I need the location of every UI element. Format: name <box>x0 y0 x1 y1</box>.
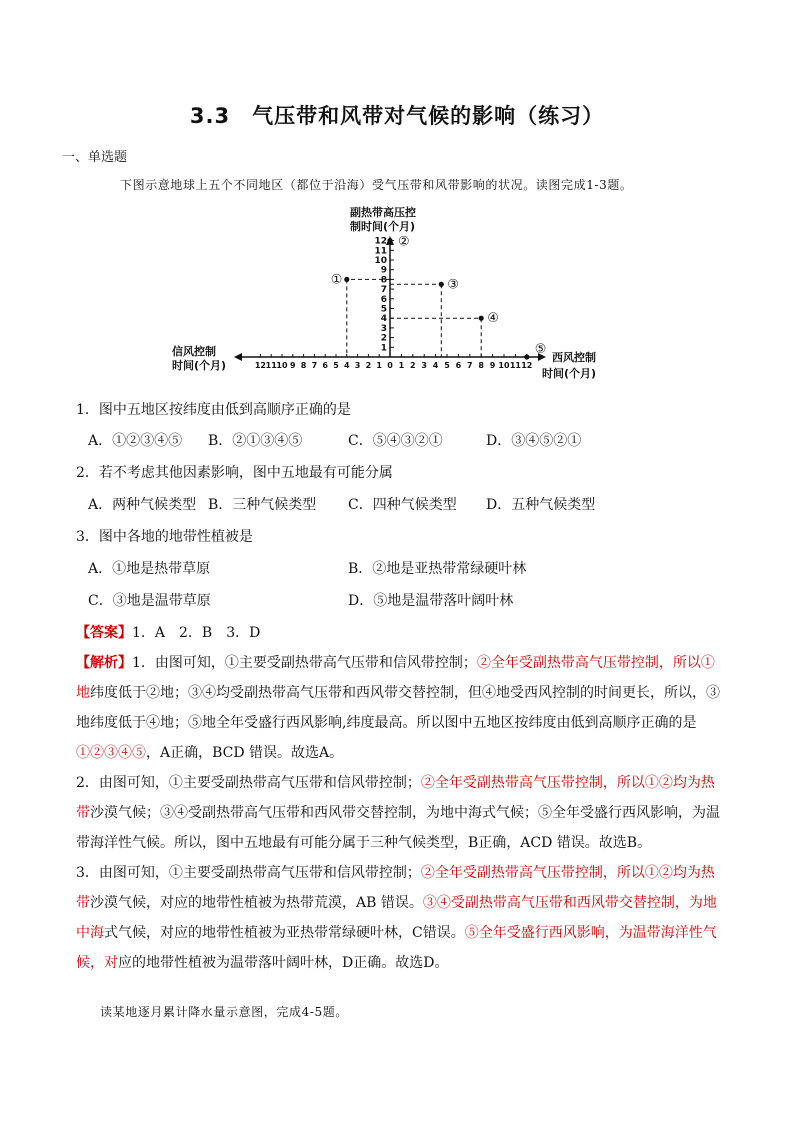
explanation-block <box>76 648 724 978</box>
answer-text: 1．A 2．B 3．D <box>132 625 261 641</box>
point-5 <box>524 354 529 359</box>
y-tick-label: 2 <box>380 333 387 344</box>
q2-option-b[interactable]: B．三种气候类型 <box>208 497 317 513</box>
right-tick-label: 2 <box>410 361 416 370</box>
q2-option-a[interactable]: A．两种气候类型 <box>88 497 197 513</box>
answer-line <box>76 622 260 642</box>
right-tick-label: 12 <box>521 361 533 370</box>
q3-option-c[interactable]: C．③地是温带草原 <box>88 593 211 609</box>
y-tick-label: 9 <box>380 265 387 276</box>
left-tick-label: 8 <box>300 361 307 370</box>
left-axis-label: 信风控制 <box>172 345 216 358</box>
section-heading: 一、单选题 <box>62 150 128 165</box>
y-tick-label: 10 <box>374 256 387 266</box>
y-axis-label-2: 制时间(个月) <box>350 220 416 233</box>
left-tick-label: 2 <box>365 361 372 370</box>
right-tick-label: 7 <box>467 361 473 370</box>
right-tick-label: 4 <box>432 361 439 370</box>
right-tick-label: 9 <box>489 361 496 370</box>
y-tick-label: 7 <box>380 285 387 296</box>
left-tick-label: 7 <box>311 361 318 370</box>
point-label-1: ① <box>330 272 343 288</box>
explanation-2: 2．由图可知，①主要受副热带高气压带和信风带控制；②全年受副热带高气压带控制，所以①②均为热带沙漠气候；③④受副热带高气压带和西风带交替控制，为地中海式气候；⑤全年受盛行西风影响，为温带海洋性气候。所以，图中五地最有可能分属于三种气候类型，B正确，ACD 错误。故选B。 <box>76 775 720 851</box>
q3-option-d[interactable]: D．⑤地是温带落叶阔叶林 <box>348 593 514 609</box>
left-axis-label-2: 时间(个月) <box>172 359 227 372</box>
q3-option-a[interactable]: A．①地是热带草原 <box>88 561 211 577</box>
next-question-intro: 读某地逐月累计降水量示意图，完成4-5题。 <box>100 1005 348 1019</box>
q1-option-c[interactable]: C．⑤④③②① <box>348 433 443 449</box>
q1-option-a[interactable]: A．①②③④⑤ <box>88 433 183 449</box>
answer-tag: 【答案】 <box>76 625 132 641</box>
left-tick-label: 10 <box>276 361 288 370</box>
q1-option-d[interactable]: D．③④⑤②① <box>486 433 582 449</box>
question-2: 2．若不考虑其他因素影响，图中五地最有可能分属 <box>76 465 393 481</box>
explanation-1: 【解析】1．由图可知，①主要受副热带高气压带和信风带控制；②全年受副热带高气压带控制，所以①地纬度低于②地；③④均受副热带高气压带和西风带交替控制，但④地受西风控制的时间更长，所以，③地纬度低于④地；⑤地全年受盛行西风影响,纬度最高。所以图中五地区按纬度由低到高顺序正确的是①②③④⑤，A正确，BCD 错误。故选A。 <box>76 655 720 761</box>
right-axis-label-2: 时间(个月) <box>542 367 597 380</box>
question-3: 3．图中各地的地带性植被是 <box>76 529 253 545</box>
left-tick-label: 9 <box>290 361 296 370</box>
left-tick-label: 0 <box>387 361 393 370</box>
y-tick-label: 8 <box>380 275 387 286</box>
left-tick-label: 6 <box>322 361 328 370</box>
question-1: 1．图中五地区按纬度由低到高顺序正确的是 <box>76 402 351 418</box>
right-tick-label: 3 <box>421 361 427 370</box>
question-intro: 下图示意地球上五个不同地区（都位于沿海）受气压带和风带影响的状况。读图完成1-3题。 <box>120 178 633 192</box>
y-tick-label: 4 <box>380 314 387 325</box>
point-4 <box>479 316 484 321</box>
left-tick-label: 3 <box>354 361 361 370</box>
q3-option-b[interactable]: B．②地是亚热带常绿硬叶林 <box>348 561 527 577</box>
y-tick-label: 11 <box>374 246 387 257</box>
right-tick-label: 1 <box>398 361 405 370</box>
left-tick-label: 1 <box>376 361 382 370</box>
right-tick-label: 10 <box>498 361 510 370</box>
point-2 <box>387 238 392 243</box>
right-tick-label: 6 <box>455 361 462 370</box>
right-tick-label: 11 <box>509 361 521 370</box>
left-tick-label: 4 <box>344 361 350 370</box>
y-tick-label: 1 <box>380 343 387 354</box>
q2-option-c[interactable]: C．四种气候类型 <box>348 497 457 513</box>
q1-option-b[interactable]: B．②①③④⑤ <box>208 433 303 449</box>
point-label-3: ③ <box>447 277 459 293</box>
y-tick-label: 12 <box>374 236 387 247</box>
left-tick-label: 11 <box>265 361 277 370</box>
left-tick-label: 12 <box>254 361 266 370</box>
point-label-4: ④ <box>487 311 499 327</box>
explanation-3: 3．由图可知，①主要受副热带高气压带和信风带控制；②全年受副热带高气压带控制，所以①②均为热带沙漠气候，对应的地带性植被为热带荒漠，AB 错误。③④受副热带高气压带和西风带交替控制，为地中海式气候，对应的地带性植被为亚热带常绿硬叶林，C错误。⑤全年受盛行西风影响，为温带海洋性气候，对应的地带性植被为温带落叶阔叶林，D正确。故选D。 <box>76 865 717 971</box>
y-tick-label: 5 <box>380 304 387 315</box>
point-1 <box>344 277 349 282</box>
right-axis-label: 西风控制 <box>552 351 596 364</box>
point-3 <box>439 282 444 287</box>
point-label-5: ⑤ <box>534 342 547 357</box>
y-tick-label: 3 <box>380 323 387 334</box>
pressure-wind-chart <box>160 200 640 390</box>
point-label-2: ② <box>398 234 410 250</box>
page-title: 3.3 气压带和风带对气候的影响（练习） <box>189 104 605 128</box>
right-tick-label: 8 <box>478 361 484 370</box>
q2-option-d[interactable]: D．五种气候类型 <box>486 497 596 513</box>
right-tick-label: 5 <box>444 361 450 370</box>
left-tick-label: 5 <box>333 361 339 370</box>
y-axis-label: 副热带高压控 <box>350 206 416 219</box>
explanation-tag: 【解析】 <box>76 655 132 671</box>
y-tick-label: 6 <box>380 294 387 305</box>
